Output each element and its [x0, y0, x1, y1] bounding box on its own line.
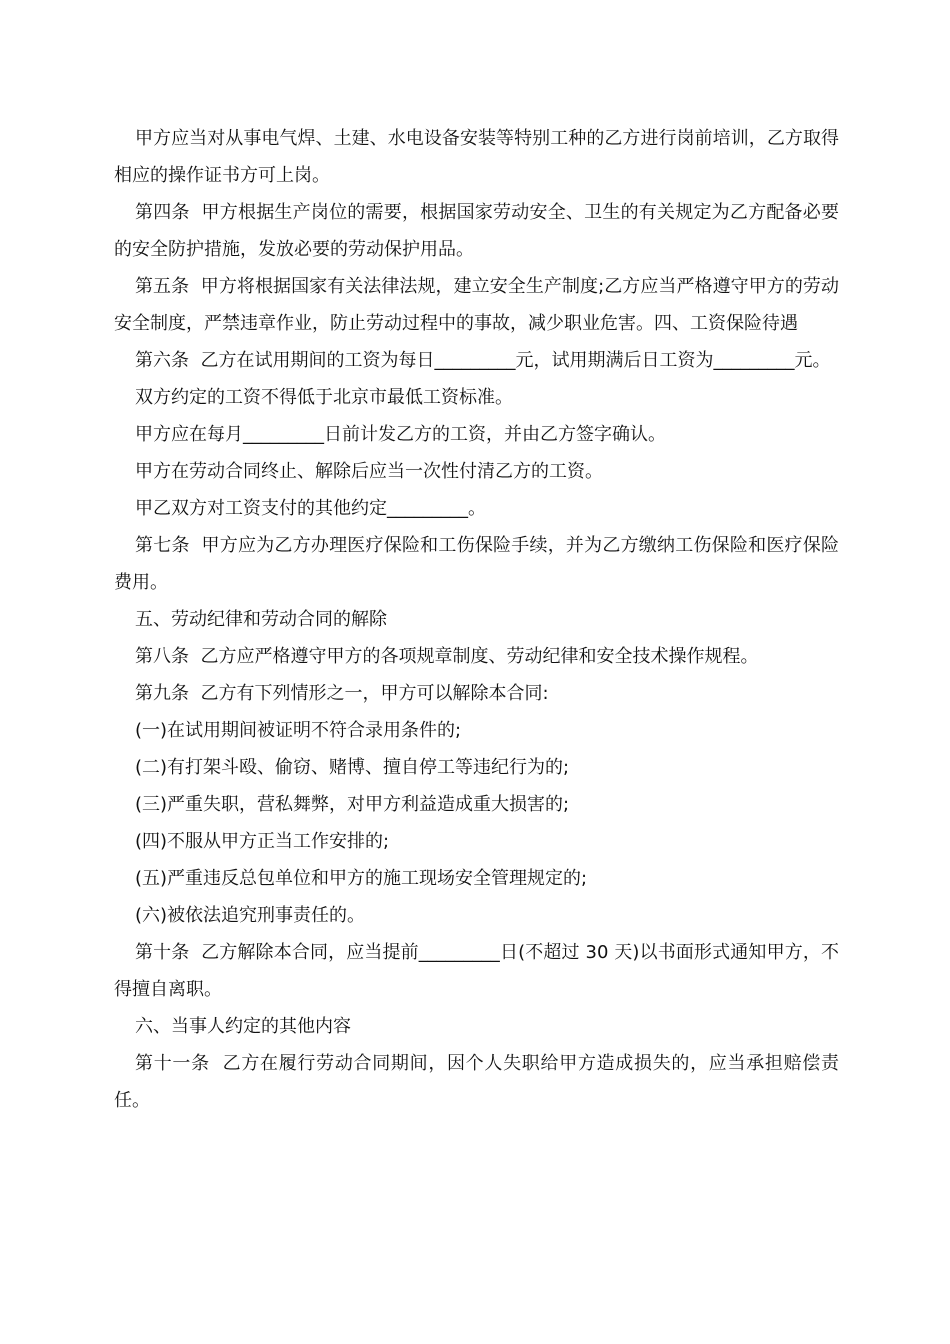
list-item-4: (四)不服从甲方正当工作安排的;	[135, 831, 390, 852]
list-item-1: (一)在试用期间被证明不符合录用条件的;	[135, 720, 462, 741]
paragraph-article-4: 第四条 甲方根据生产岗位的需要，根据国家劳动安全、卫生的有关规定为乙方配备必要的安全防护措施，发放必要的劳动保护用品。	[114, 202, 839, 260]
list-item-5: (五)严重违反总包单位和甲方的施工现场安全管理规定的;	[135, 868, 588, 889]
section-heading-5: 五、劳动纪律和劳动合同的解除	[135, 609, 387, 630]
list-item-3: (三)严重失职，营私舞弊，对甲方利益造成重大损害的;	[135, 794, 570, 815]
paragraph-other-pay-terms: 甲乙双方对工资支付的其他约定_________。	[135, 498, 486, 519]
paragraph-article-11: 第十一条 乙方在履行劳动合同期间，因个人失职给甲方造成损失的，应当承担赔偿责任。	[114, 1053, 839, 1111]
paragraph-article-5: 第五条 甲方将根据国家有关法律法规，建立安全生产制度;乙方应当严格遵守甲方的劳动安全制度，严禁违章作业，防止劳动过程中的事故，减少职业危害。四、工资保险待遇	[114, 276, 839, 334]
paragraph-article-6: 第六条 乙方在试用期间的工资为每日_________元，试用期满后日工资为_________元。	[135, 350, 831, 371]
paragraph-pay-day: 甲方应在每月_________日前计发乙方的工资，并由乙方签字确认。	[135, 424, 666, 445]
paragraph-min-wage: 双方约定的工资不得低于北京市最低工资标准。	[135, 387, 513, 408]
paragraph-final-pay: 甲方在劳动合同终止、解除后应当一次性付清乙方的工资。	[135, 461, 603, 482]
list-item-6: (六)被依法追究刑事责任的。	[135, 905, 366, 926]
paragraph-training: 甲方应当对从事电气焊、土建、水电设备安装等特别工种的乙方进行岗前培训，乙方取得相应的操作证书方可上岗。	[114, 128, 839, 186]
paragraph-article-8: 第八条 乙方应严格遵守甲方的各项规章制度、劳动纪律和安全技术操作规程。	[135, 646, 759, 667]
paragraph-article-9: 第九条 乙方有下列情形之一，甲方可以解除本合同:	[135, 683, 549, 704]
document-body	[114, 120, 839, 1119]
section-heading-6: 六、当事人约定的其他内容	[135, 1016, 351, 1037]
paragraph-article-7: 第七条 甲方应为乙方办理医疗保险和工伤保险手续，并为乙方缴纳工伤保险和医疗保险费用。	[114, 535, 839, 593]
list-item-2: (二)有打架斗殴、偷窃、赌博、擅自停工等违纪行为的;	[135, 757, 570, 778]
paragraph-article-10: 第十条 乙方解除本合同，应当提前_________日(不超过 30 天)以书面形式通知甲方，不得擅自离职。	[114, 942, 839, 1000]
